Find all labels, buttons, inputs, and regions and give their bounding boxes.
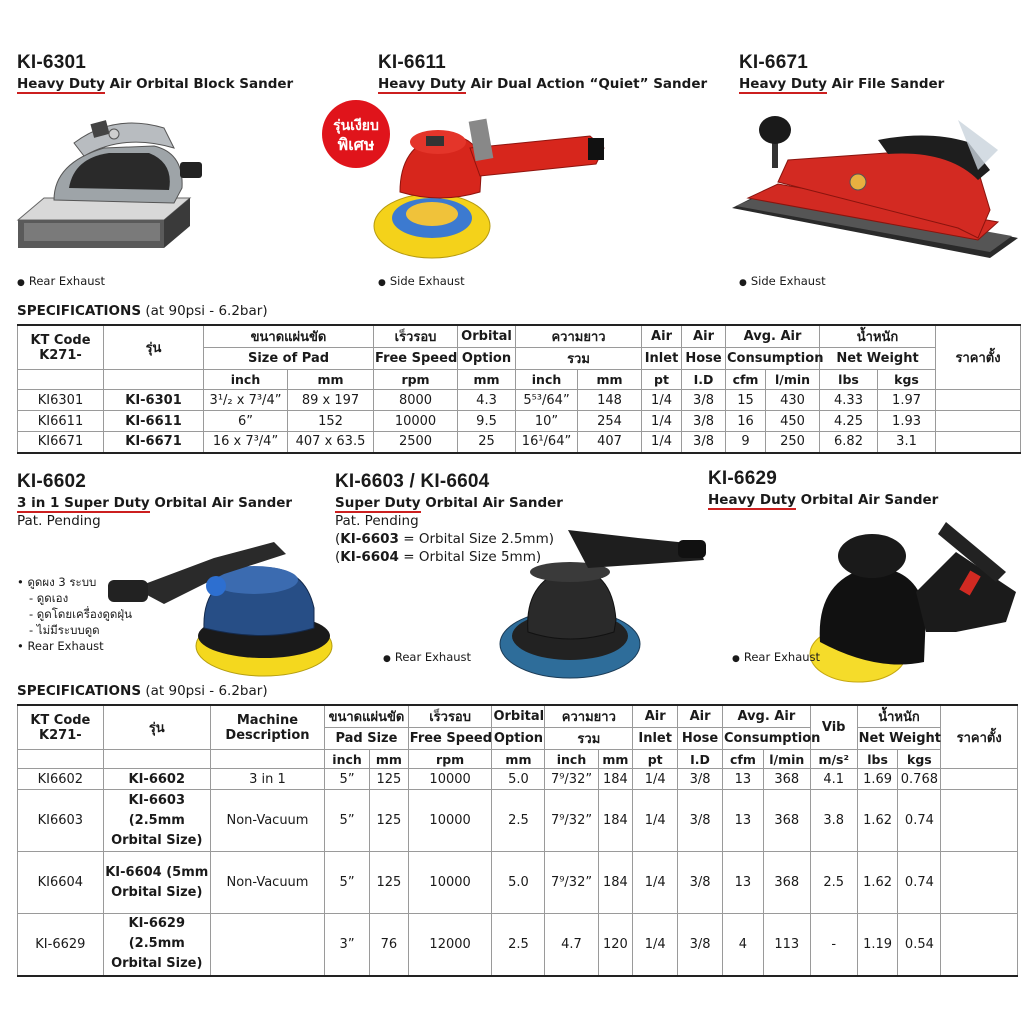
header-pad-en: Size of Pad <box>204 348 374 370</box>
cell-length-inch: 4.7 <box>545 914 598 976</box>
cell-kt: KI6611 <box>18 411 104 432</box>
cell-lmin: 250 <box>766 432 820 453</box>
cell-lbs: 1.19 <box>857 914 898 976</box>
feature-item: • Rear Exhaust <box>17 639 104 653</box>
header-speed-th: เร็วรอบ <box>408 705 492 728</box>
cell-price <box>941 852 1018 914</box>
header-kt-code: KT Code K271- <box>18 325 104 370</box>
product-title-rest: Air Orbital Block Sander <box>104 76 294 92</box>
cell-cfm: 15 <box>726 390 766 411</box>
unit-cell: inch <box>204 370 288 390</box>
cell-orbital: 25 <box>458 432 516 453</box>
header-air-inlet-1: Air <box>633 705 678 728</box>
cell-orbital: 4.3 <box>458 390 516 411</box>
spec2-table <box>17 704 1018 977</box>
unit-cell: I.D <box>678 750 723 769</box>
table-row <box>18 769 1018 790</box>
note-text: Rear Exhaust <box>394 650 472 664</box>
cell-inlet: 1/4 <box>633 769 678 790</box>
unit-cell: lbs <box>857 750 898 769</box>
header-machine: Machine Description <box>210 705 324 750</box>
header-air-inlet-1: Air <box>642 325 682 348</box>
product-title-underlined: Heavy Duty <box>378 76 466 92</box>
note-ki-6611: ● Side Exhaust <box>378 274 465 288</box>
cell-kgs: 3.1 <box>878 432 936 453</box>
cell-length-mm: 254 <box>578 411 642 432</box>
cell-description: Non-Vacuum <box>210 790 324 852</box>
cell-pad-inch: 3¹/₂ x 7³/4” <box>204 390 288 411</box>
cell-rpm: 10000 <box>408 790 492 852</box>
note-ki-6629: ● Rear Exhaust <box>732 650 821 664</box>
cell-orbital: 2.5 <box>492 790 545 852</box>
cell-length-mm: 120 <box>598 914 633 976</box>
header-vib: Vib <box>810 705 857 750</box>
spec1-table <box>17 324 1021 454</box>
header-orbital-1: Orbital <box>492 705 545 728</box>
cell-lmin: 113 <box>763 914 810 976</box>
product-code: KI-6603 / KI-6604 <box>335 471 490 492</box>
super-duty-sander-image <box>104 528 336 678</box>
header-pad-en: Pad Size <box>325 728 409 750</box>
unit-cell: mm <box>578 370 642 390</box>
feature-item: • ดูดผง 3 ระบบ <box>17 575 97 589</box>
unit-cell: mm <box>288 370 374 390</box>
cell-model: KI-6671 <box>104 432 204 453</box>
cell-rpm: 8000 <box>374 390 458 411</box>
cell-kt: KI-6629 <box>18 914 104 976</box>
header-orbital-1: Orbital <box>458 325 516 348</box>
cell-model: KI-6604 (5mm Orbital Size) <box>103 852 210 914</box>
cell-pad-inch: 3” <box>325 914 370 976</box>
unit-cell: m/s² <box>810 750 857 769</box>
cell-cfm: 4 <box>723 914 764 976</box>
header-price: ราคาตั้ง <box>936 325 1021 390</box>
product-code: KI-6602 <box>17 471 86 492</box>
header-length-th-1: ความยาว <box>545 705 633 728</box>
cell-lmin: 368 <box>763 790 810 852</box>
product-code: KI-6629 <box>708 468 777 489</box>
cell-vib: 2.5 <box>810 852 857 914</box>
cell-inlet: 1/4 <box>633 914 678 976</box>
table-row <box>18 390 1021 411</box>
cell-cfm: 13 <box>723 790 764 852</box>
cell-pad-inch: 6” <box>204 411 288 432</box>
header-air-hose-1: Air <box>682 325 726 348</box>
product-ki-6629-header <box>708 468 938 508</box>
orbital-sander-image <box>498 520 710 680</box>
cell-pad-mm: 125 <box>370 790 409 852</box>
header-weight-th: น้ำหนัก <box>820 325 936 348</box>
note-text: Rear Exhaust <box>743 650 821 664</box>
cell-inlet: 1/4 <box>633 790 678 852</box>
cell-kgs: 0.768 <box>898 769 941 790</box>
orbital-size-line-1: (KI-6603 = Orbital Size 2.5mm) <box>335 531 554 547</box>
header-orbital-2: Option <box>458 348 516 370</box>
mini-orbital-sander-image <box>806 512 1024 692</box>
header-air-inlet-2: Inlet <box>642 348 682 370</box>
header-consumption-2: Consumption <box>723 728 811 750</box>
product-title-underlined: Heavy Duty <box>739 76 827 92</box>
cell-inlet: 1/4 <box>642 432 682 453</box>
product-title-rest: Orbital Air Sander <box>149 495 293 511</box>
spec1-title-rest: (at 90psi - 6.2bar) <box>141 303 268 319</box>
file-sander-image <box>728 110 1020 262</box>
header-empty <box>210 750 324 769</box>
cell-inlet: 1/4 <box>633 852 678 914</box>
feature-item: - ไม่มีระบบดูด <box>29 623 100 637</box>
feature-item: - ดูดเอง <box>29 591 69 605</box>
product-ki-6602-header <box>17 471 292 529</box>
product-title <box>335 495 563 511</box>
cell-hose: 3/8 <box>678 852 723 914</box>
unit-cell: l/min <box>766 370 820 390</box>
cell-inlet: 1/4 <box>642 390 682 411</box>
cell-lmin: 450 <box>766 411 820 432</box>
cell-model: KI-6611 <box>104 411 204 432</box>
quiet-badge-line1: รุ่นเงียบ <box>333 118 379 134</box>
cell-kgs: 1.97 <box>878 390 936 411</box>
cell-model: KI-6603 (2.5mm Orbital Size) <box>103 790 210 852</box>
cell-price <box>941 790 1018 852</box>
product-code: KI-6301 <box>17 52 86 73</box>
product-subtitle: Pat. Pending <box>335 513 419 529</box>
header-speed-th: เร็วรอบ <box>374 325 458 348</box>
cell-cfm: 9 <box>726 432 766 453</box>
cell-lbs: 6.82 <box>820 432 878 453</box>
cell-length-mm: 184 <box>598 769 633 790</box>
table-row <box>18 432 1021 453</box>
header-empty <box>103 750 210 769</box>
cell-model: KI-6602 <box>103 769 210 790</box>
unit-cell: l/min <box>763 750 810 769</box>
header-pad-th: ขนาดแผ่นขัด <box>204 325 374 348</box>
header-empty <box>18 370 104 390</box>
header-weight-th: น้ำหนัก <box>857 705 941 728</box>
cell-lbs: 1.62 <box>857 852 898 914</box>
cell-kt: KI6671 <box>18 432 104 453</box>
header-air-inlet-2: Inlet <box>633 728 678 750</box>
cell-cfm: 13 <box>723 852 764 914</box>
cell-vib: 3.8 <box>810 790 857 852</box>
cell-vib: - <box>810 914 857 976</box>
header-weight-en: Net Weight <box>857 728 941 750</box>
table-row <box>18 914 1018 976</box>
unit-cell: I.D <box>682 370 726 390</box>
quiet-badge-line2: พิเศษ <box>337 135 375 154</box>
cell-rpm: 12000 <box>408 914 492 976</box>
header-consumption-2: Consumption <box>726 348 820 370</box>
product-ki-6671-header <box>739 52 944 92</box>
product-subtitle: Pat. Pending <box>17 513 101 529</box>
cell-orbital: 9.5 <box>458 411 516 432</box>
cell-pad-mm: 125 <box>370 769 409 790</box>
cell-length-mm: 184 <box>598 790 633 852</box>
cell-length-inch: 5⁵³/64” <box>516 390 578 411</box>
cell-hose: 3/8 <box>678 914 723 976</box>
cell-length-inch: 7⁹/32” <box>545 790 598 852</box>
feature-item: - ดูดโดยเครื่องดูดฝุ่น <box>29 607 132 621</box>
cell-lmin: 368 <box>763 769 810 790</box>
cell-pad-mm: 76 <box>370 914 409 976</box>
product-title <box>17 76 293 92</box>
product-title <box>378 76 707 92</box>
note-text: Side Exhaust <box>389 274 465 288</box>
cell-rpm: 10000 <box>374 411 458 432</box>
unit-cell: inch <box>545 750 598 769</box>
cell-lmin: 368 <box>763 852 810 914</box>
dual-action-sander-image <box>320 96 610 264</box>
cell-description <box>210 914 324 976</box>
cell-pad-mm: 407 x 63.5 <box>288 432 374 453</box>
cell-hose: 3/8 <box>682 411 726 432</box>
note-ki-6301: ● Rear Exhaust <box>17 274 106 288</box>
unit-cell: mm <box>492 750 545 769</box>
cell-hose: 3/8 <box>678 790 723 852</box>
cell-length-inch: 16¹/64” <box>516 432 578 453</box>
cell-model: KI-6301 <box>104 390 204 411</box>
cell-model: KI-6629 (2.5mm Orbital Size) <box>103 914 210 976</box>
unit-cell: cfm <box>726 370 766 390</box>
unit-cell: kgs <box>878 370 936 390</box>
cell-kt: KI6604 <box>18 852 104 914</box>
cell-pad-inch: 5” <box>325 790 370 852</box>
header-pad-th: ขนาดแผ่นขัด <box>325 705 409 728</box>
cell-vib: 4.1 <box>810 769 857 790</box>
header-length-th-2: รวม <box>545 728 633 750</box>
header-model: รุ่น <box>104 325 204 370</box>
product-ki-6611-header <box>378 52 707 92</box>
unit-cell: rpm <box>374 370 458 390</box>
spec2-title-rest: (at 90psi - 6.2bar) <box>141 683 268 699</box>
block-sander-image <box>14 108 210 258</box>
cell-price <box>941 769 1018 790</box>
cell-inlet: 1/4 <box>642 411 682 432</box>
product-title <box>739 76 944 92</box>
header-empty <box>18 750 104 769</box>
cell-lbs: 1.69 <box>857 769 898 790</box>
cell-orbital: 5.0 <box>492 769 545 790</box>
cell-cfm: 16 <box>726 411 766 432</box>
note-ki-6671: ● Side Exhaust <box>739 274 826 288</box>
unit-cell: pt <box>633 750 678 769</box>
unit-cell: mm <box>598 750 633 769</box>
unit-cell: kgs <box>898 750 941 769</box>
unit-cell: mm <box>458 370 516 390</box>
cell-cfm: 13 <box>723 769 764 790</box>
header-consumption-1: Avg. Air <box>723 705 811 728</box>
cell-pad-mm: 125 <box>370 852 409 914</box>
cell-pad-inch: 16 x 7³/4” <box>204 432 288 453</box>
product-title <box>17 495 292 511</box>
ki-6602-feature-list <box>17 574 132 654</box>
unit-cell: inch <box>325 750 370 769</box>
product-title <box>708 492 938 508</box>
cell-hose: 3/8 <box>682 432 726 453</box>
table-row <box>18 790 1018 852</box>
product-title-rest: Air Dual Action “Quiet” Sander <box>465 76 708 92</box>
cell-rpm: 10000 <box>408 769 492 790</box>
unit-cell: inch <box>516 370 578 390</box>
product-title-rest: Air File Sander <box>826 76 945 92</box>
cell-lbs: 1.62 <box>857 790 898 852</box>
header-air-hose-2: Hose <box>682 348 726 370</box>
product-ki-6301-header <box>17 52 293 92</box>
cell-pad-mm: 89 x 197 <box>288 390 374 411</box>
cell-lmin: 430 <box>766 390 820 411</box>
cell-lbs: 4.25 <box>820 411 878 432</box>
header-orbital-2: Option <box>492 728 545 750</box>
unit-cell: lbs <box>820 370 878 390</box>
product-title-rest: Orbital Air Sander <box>420 495 563 511</box>
cell-price <box>936 390 1021 411</box>
header-weight-en: Net Weight <box>820 348 936 370</box>
cell-hose: 3/8 <box>682 390 726 411</box>
product-title-rest: Orbital Air Sander <box>795 492 939 508</box>
table-row <box>18 411 1021 432</box>
cell-length-inch: 7⁹/32” <box>545 852 598 914</box>
unit-cell: rpm <box>408 750 492 769</box>
cell-orbital: 2.5 <box>492 914 545 976</box>
cell-price <box>941 914 1018 976</box>
header-kt-code: KT Code K271- <box>18 705 104 750</box>
cell-length-inch: 10” <box>516 411 578 432</box>
cell-rpm: 10000 <box>408 852 492 914</box>
spec1-title <box>17 303 268 319</box>
spec2-title-bold: SPECIFICATIONS <box>17 683 142 699</box>
cell-kgs: 1.93 <box>878 411 936 432</box>
product-title-underlined: Heavy Duty <box>17 76 105 92</box>
unit-cell: mm <box>370 750 409 769</box>
cell-kt: KI6602 <box>18 769 104 790</box>
header-length-th-2: รวม <box>516 348 642 370</box>
cell-price <box>936 432 1021 453</box>
header-air-hose-2: Hose <box>678 728 723 750</box>
header-speed-en: Free Speed <box>408 728 492 750</box>
cell-length-mm: 407 <box>578 432 642 453</box>
note-text: Rear Exhaust <box>28 274 106 288</box>
cell-length-inch: 7⁹/32” <box>545 769 598 790</box>
cell-kgs: 0.74 <box>898 790 941 852</box>
product-code: KI-6671 <box>739 52 808 73</box>
cell-description: 3 in 1 <box>210 769 324 790</box>
cell-orbital: 5.0 <box>492 852 545 914</box>
cell-kgs: 0.54 <box>898 914 941 976</box>
note-text: Side Exhaust <box>750 274 826 288</box>
cell-length-mm: 184 <box>598 852 633 914</box>
header-length-th-1: ความยาว <box>516 325 642 348</box>
table-row <box>18 852 1018 914</box>
cell-pad-inch: 5” <box>325 769 370 790</box>
orbital-size-line-2: (KI-6604 = Orbital Size 5mm) <box>335 549 542 565</box>
spec1-title-bold: SPECIFICATIONS <box>17 303 142 319</box>
cell-length-mm: 148 <box>578 390 642 411</box>
cell-kgs: 0.74 <box>898 852 941 914</box>
header-consumption-1: Avg. Air <box>726 325 820 348</box>
cell-price <box>936 411 1021 432</box>
header-speed-en: Free Speed <box>374 348 458 370</box>
product-title-underlined: Heavy Duty <box>708 492 796 508</box>
product-title-underlined: Super Duty <box>335 495 421 511</box>
spec2-title <box>17 683 268 699</box>
header-air-hose-1: Air <box>678 705 723 728</box>
product-code: KI-6611 <box>378 52 446 73</box>
product-title-underlined: 3 in 1 Super Duty <box>17 495 150 511</box>
unit-cell: cfm <box>723 750 764 769</box>
header-empty <box>104 370 204 390</box>
cell-pad-inch: 5” <box>325 852 370 914</box>
note-ki-6603: ● Rear Exhaust <box>383 650 472 664</box>
cell-hose: 3/8 <box>678 769 723 790</box>
cell-kt: KI6301 <box>18 390 104 411</box>
unit-cell: pt <box>642 370 682 390</box>
header-price: ราคาตั้ง <box>941 705 1018 769</box>
cell-rpm: 2500 <box>374 432 458 453</box>
cell-lbs: 4.33 <box>820 390 878 411</box>
header-model: รุ่น <box>103 705 210 750</box>
cell-pad-mm: 152 <box>288 411 374 432</box>
cell-description: Non-Vacuum <box>210 852 324 914</box>
cell-kt: KI6603 <box>18 790 104 852</box>
